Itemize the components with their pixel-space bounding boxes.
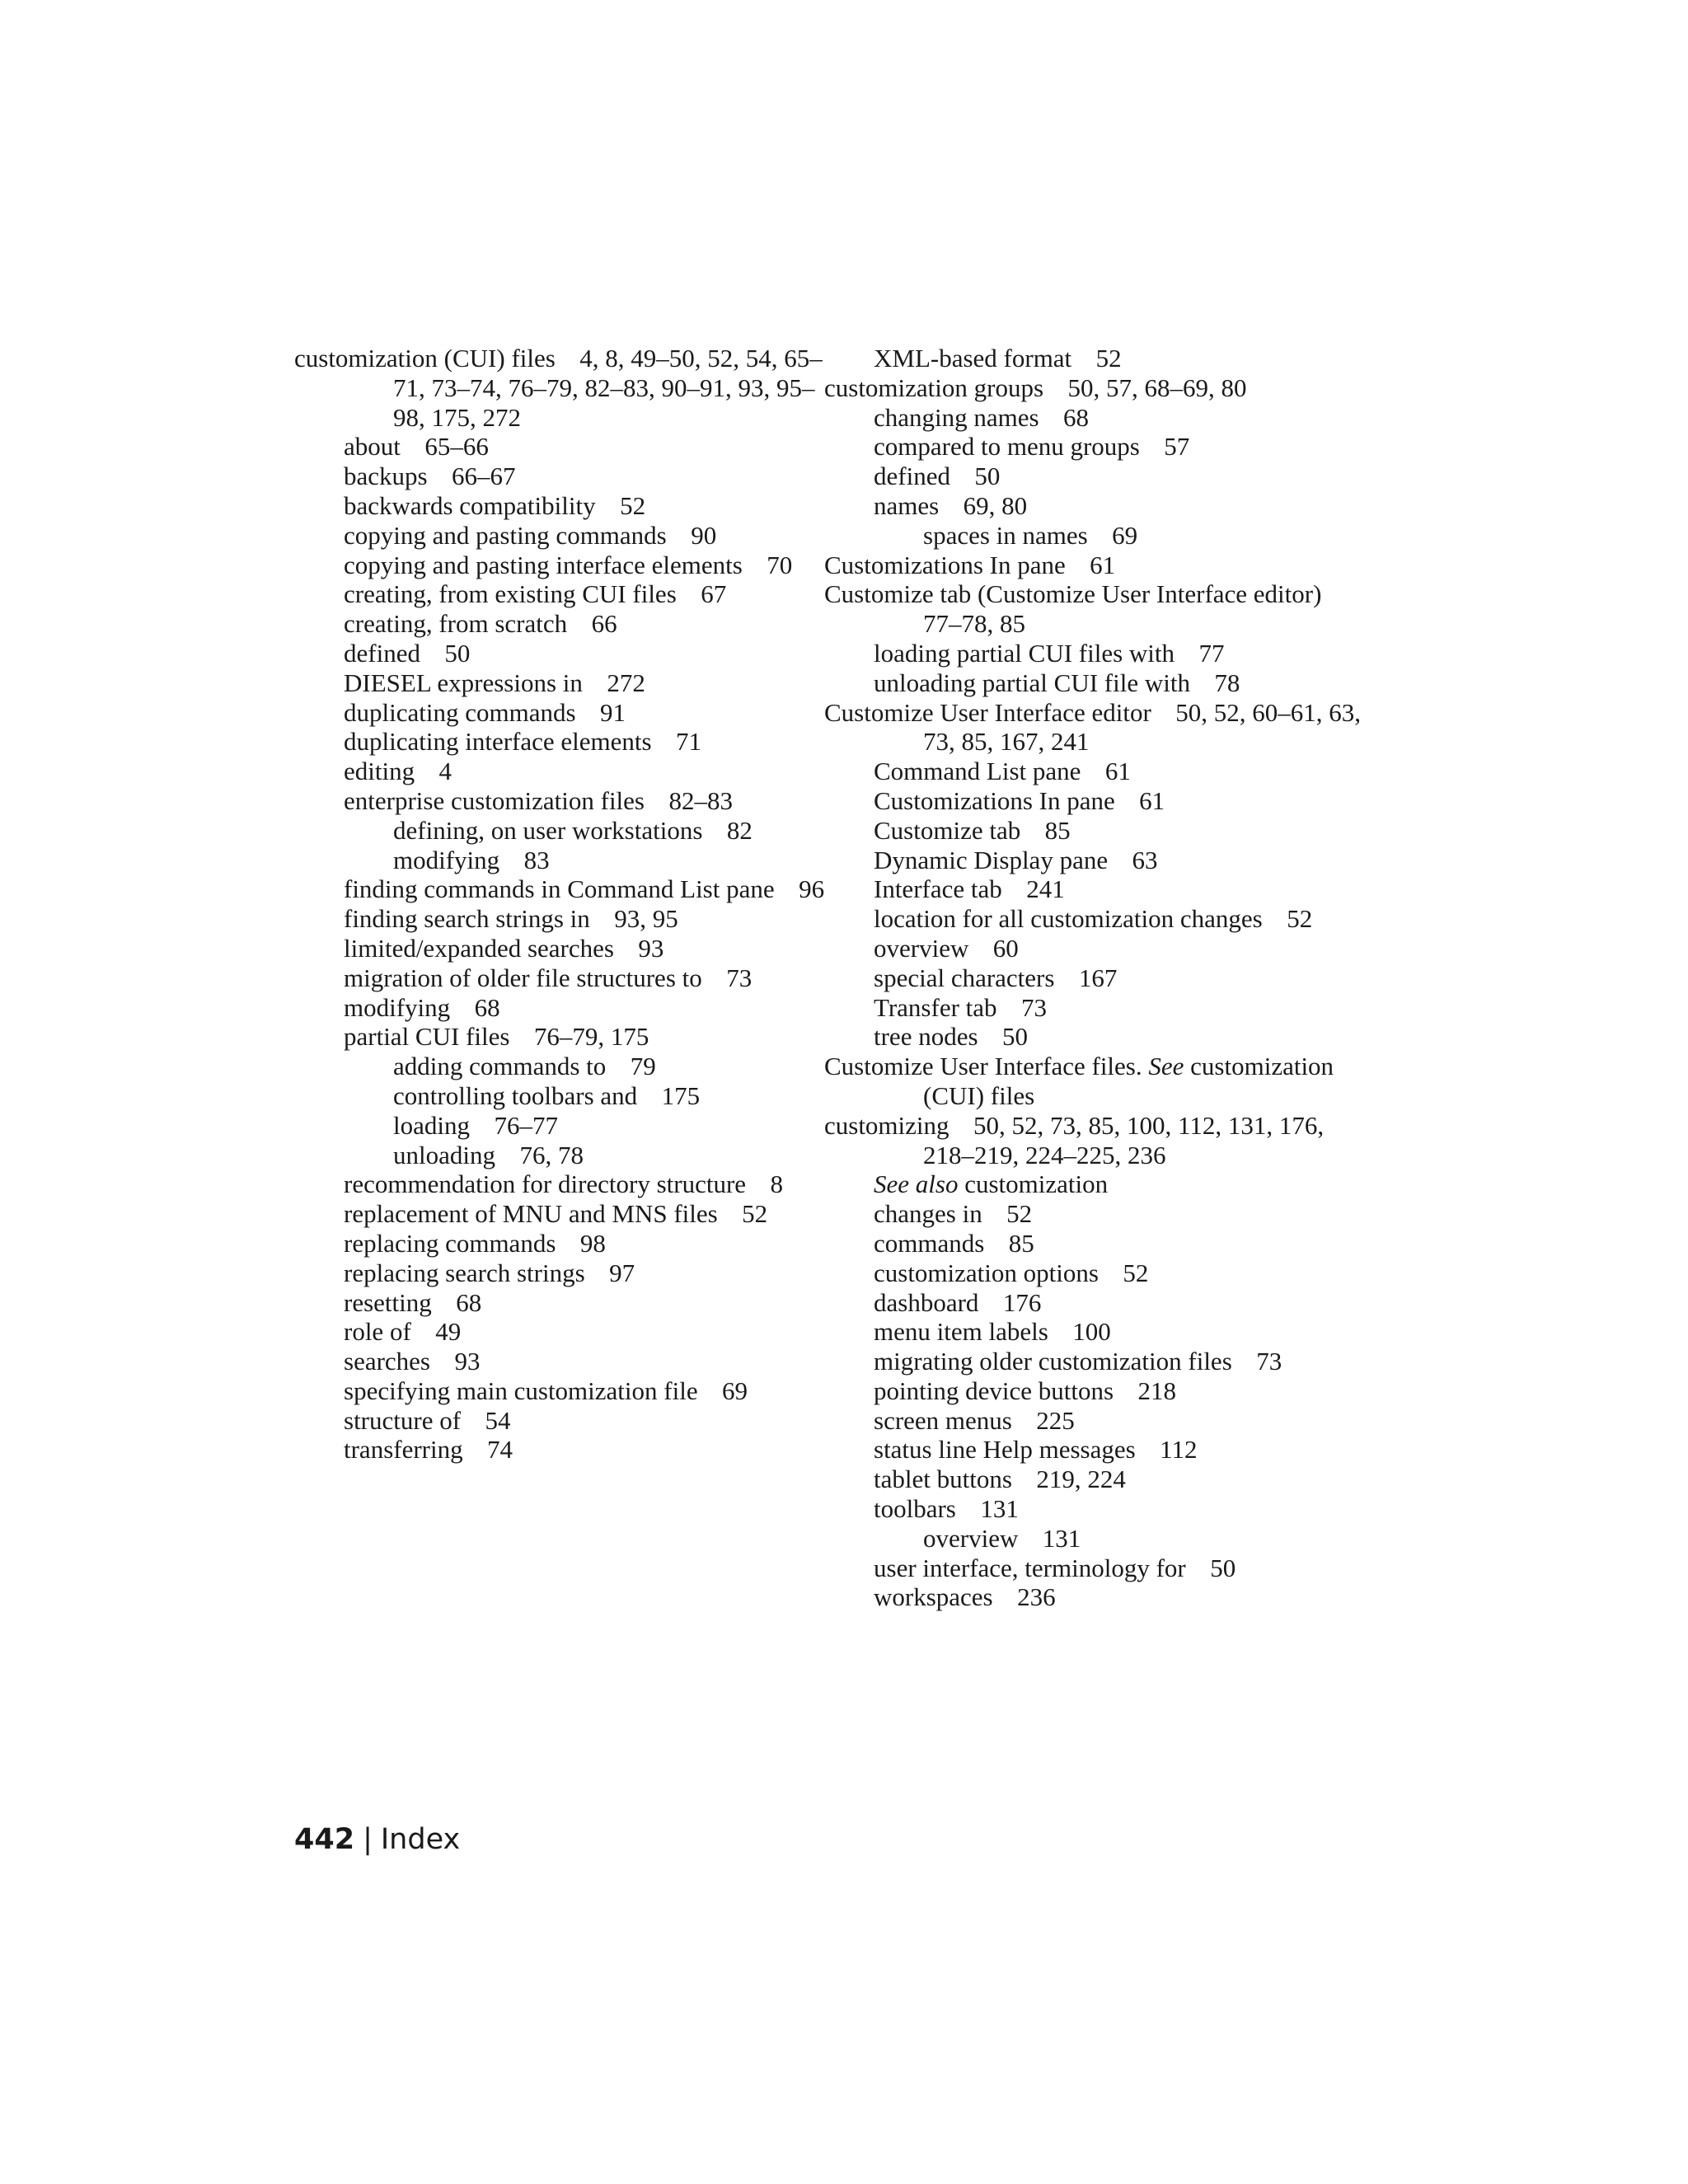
index-term: replacing commands (344, 1228, 556, 1258)
index-term: migrating older customization files (874, 1347, 1232, 1376)
page-references: 71 (676, 727, 701, 757)
index-term: DIESEL expressions in (344, 668, 583, 697)
see-also-label: See also (874, 1169, 959, 1199)
index-column-left (294, 344, 838, 1465)
page-references: 49 (435, 1317, 462, 1347)
page-references: 85 (1008, 1228, 1034, 1258)
page-references: 54 (485, 1405, 511, 1435)
page-references: 218 (1137, 1376, 1176, 1405)
index-entry (824, 579, 1368, 639)
index-entry (294, 491, 838, 521)
page-references: 77 (1198, 638, 1225, 668)
index-term: dashboard (874, 1287, 979, 1317)
index-term: Customize tab (874, 815, 1021, 845)
page-references: 131 (980, 1494, 1019, 1524)
index-entry (824, 1406, 1368, 1436)
page-references: 76, 78 (519, 1140, 584, 1169)
index-entry (294, 1258, 838, 1288)
index-entry (824, 373, 1368, 403)
index-term: user interface, terminology for (874, 1553, 1186, 1582)
index-term: copying and pasting commands (344, 520, 667, 550)
index-entry (294, 1141, 838, 1170)
index-entry (824, 786, 1368, 816)
index-entry (824, 1229, 1368, 1258)
index-term: Command List pane (874, 757, 1081, 786)
page-footer (294, 1823, 460, 1856)
index-column-right (824, 344, 1368, 1612)
index-term: Customize tab (Customize User Interface editor) (824, 579, 1322, 609)
index-entry (824, 1288, 1368, 1318)
index-entry (824, 1347, 1368, 1376)
page-references: 61 (1104, 757, 1131, 786)
page-references: 93 (638, 933, 664, 963)
index-term: commands (874, 1228, 985, 1258)
index-entry (294, 462, 838, 491)
page-references: 50 (444, 638, 471, 668)
index-term: loading partial CUI files with (874, 638, 1175, 668)
page-references: 52 (1095, 344, 1122, 373)
page-references: 52 (742, 1199, 768, 1229)
page-references: 50 (1210, 1553, 1236, 1582)
page-references: 68 (474, 992, 500, 1022)
index-term: menu item labels (874, 1317, 1048, 1347)
page-references: 78 (1214, 668, 1240, 697)
page-references: 98 (579, 1228, 606, 1258)
index-entry (294, 344, 838, 432)
index-term: structure of (344, 1405, 462, 1435)
page-references: 69 (722, 1376, 748, 1405)
page-references: 236 (1017, 1582, 1056, 1612)
index-term: screen menus (874, 1405, 1012, 1435)
index-term: location for all customization changes (874, 904, 1263, 934)
index-term: duplicating commands (344, 697, 576, 727)
index-entry (824, 639, 1368, 668)
section-title: Index (380, 1823, 461, 1856)
page-references: 63 (1132, 845, 1158, 874)
index-entry (824, 816, 1368, 846)
index-term: finding search strings in (344, 904, 590, 934)
index-term: resetting (344, 1287, 432, 1317)
index-entry (294, 934, 838, 963)
page-references: 82 (726, 815, 753, 845)
index-term: role of (344, 1317, 411, 1347)
index-entry (294, 1111, 838, 1141)
page-references: 74 (487, 1435, 513, 1465)
index-entry (294, 963, 838, 993)
index-term: customization groups (824, 373, 1044, 402)
index-term: searches (344, 1347, 430, 1376)
page-references: 73 (1256, 1347, 1282, 1376)
index-entry (824, 1524, 1368, 1554)
index-term: creating, from scratch (344, 609, 568, 639)
index-entry (824, 1111, 1368, 1170)
page-references: 100 (1072, 1317, 1111, 1347)
page-references: 50, 52, 60–61, 63, 73, 85, 167, 241 (923, 697, 1361, 757)
index-entry (294, 1288, 838, 1318)
index-entry (824, 1435, 1368, 1465)
page-references: 69 (1112, 520, 1138, 550)
index-entry (824, 1494, 1368, 1524)
page-references: 93, 95 (614, 904, 678, 934)
page-references: 96 (799, 874, 825, 904)
index-entry (294, 757, 838, 786)
page-references: 52 (1123, 1258, 1149, 1287)
index-term: recommendation for directory structure (344, 1169, 747, 1199)
page-references: 60 (992, 933, 1019, 963)
index-term: overview (923, 1523, 1019, 1553)
page-references: 70 (767, 550, 793, 579)
index-entry (294, 579, 838, 609)
index-entry (824, 1199, 1368, 1229)
index-entry (824, 757, 1368, 786)
page-references: 76–77 (494, 1110, 558, 1140)
page-references: 241 (1026, 874, 1065, 904)
index-entry (294, 1199, 838, 1229)
index-term: transferring (344, 1435, 463, 1465)
see-target: customization (CUI) files (923, 1052, 1334, 1110)
index-term: pointing device buttons (874, 1376, 1114, 1405)
page-references: 69, 80 (963, 490, 1028, 520)
index-entry (824, 1258, 1368, 1288)
index-term: modifying (344, 992, 451, 1022)
index-entry (824, 698, 1368, 757)
index-term: unloading partial CUI file with (874, 668, 1190, 697)
index-entry (294, 1081, 838, 1111)
index-term: adding commands to (393, 1052, 607, 1081)
index-entry (824, 993, 1368, 1023)
index-term: about (344, 432, 401, 462)
index-entry (824, 432, 1368, 462)
index-entry (824, 491, 1368, 521)
index-term: customizing (824, 1110, 950, 1140)
page-references: 61 (1139, 785, 1165, 815)
index-term: customization (964, 1169, 1109, 1199)
index-entry (294, 1229, 838, 1258)
page-references: 131 (1042, 1523, 1081, 1553)
index-term: controlling toolbars and (393, 1080, 638, 1110)
index-term: toolbars (874, 1494, 956, 1524)
index-term: partial CUI files (344, 1022, 510, 1052)
index-term: customization (CUI) files (294, 344, 556, 373)
page-number: 442 (294, 1823, 355, 1856)
index-term: Customize User Interface editor (824, 697, 1151, 727)
page-references: 8 (770, 1169, 783, 1199)
index-term: finding commands in Command List pane (344, 874, 775, 904)
index-term: overview (874, 933, 969, 963)
index-entry (824, 963, 1368, 993)
page-references: 50, 57, 68–69, 80 (1067, 373, 1247, 402)
index-entry (294, 993, 838, 1023)
index-entry (294, 874, 838, 904)
page-references: 272 (607, 668, 645, 697)
index-entry (824, 1376, 1368, 1406)
index-entry (824, 551, 1368, 580)
page-references: 112 (1160, 1435, 1198, 1465)
index-term: loading (393, 1110, 470, 1140)
page-references: 76–79, 175 (533, 1022, 649, 1052)
index-entry (294, 727, 838, 757)
index-entry (294, 1406, 838, 1436)
index-entry (824, 874, 1368, 904)
index-term: Transfer tab (874, 992, 997, 1022)
page-references: 97 (609, 1258, 635, 1287)
index-entry (294, 786, 838, 816)
index-term: XML-based format (874, 344, 1072, 373)
index-entry (294, 846, 838, 875)
index-term: defined (874, 462, 950, 491)
page-references: 175 (661, 1080, 701, 1110)
index-entry (824, 1052, 1368, 1111)
page-references: 52 (1287, 904, 1313, 934)
page-references: 90 (691, 520, 717, 550)
index-term: compared to menu groups (874, 432, 1140, 462)
index-term: editing (344, 757, 415, 786)
index-entry (294, 521, 838, 551)
index-term: customization options (874, 1258, 1099, 1287)
index-entry (824, 1169, 1368, 1199)
index-term: copying and pasting interface elements (344, 550, 743, 579)
index-entry (294, 1169, 838, 1199)
index-term: unloading (393, 1140, 495, 1169)
index-entry (294, 1022, 838, 1052)
page-references: 67 (701, 579, 727, 609)
index-term: changing names (874, 402, 1039, 432)
page-references: 50 (1001, 1022, 1028, 1052)
index-entry (824, 904, 1368, 934)
index-term: special characters (874, 963, 1055, 992)
index-term: specifying main customization file (344, 1376, 698, 1405)
footer-separator: | (363, 1823, 373, 1856)
index-entry (824, 344, 1368, 373)
index-entry (294, 1317, 838, 1347)
index-term: Interface tab (874, 874, 1002, 904)
index-term: duplicating interface elements (344, 727, 652, 757)
index-entry (824, 403, 1368, 433)
index-term: replacement of MNU and MNS files (344, 1199, 718, 1229)
page-references: 61 (1090, 550, 1116, 579)
index-term: Customizations In pane (874, 785, 1115, 815)
index-entry (294, 609, 838, 639)
index-entry (294, 432, 838, 462)
index-entry (824, 846, 1368, 875)
index-entry (824, 1554, 1368, 1583)
index-term: migration of older file structures to (344, 963, 702, 992)
page-references: 176 (1002, 1287, 1042, 1317)
index-term: spaces in names (923, 520, 1088, 550)
page-references: 68 (456, 1287, 482, 1317)
page-references: 73 (726, 963, 753, 992)
page-references: 93 (454, 1347, 481, 1376)
page-references: 83 (523, 845, 550, 874)
page-references: 225 (1036, 1405, 1075, 1435)
index-entry (294, 1376, 838, 1406)
index-term: tree nodes (874, 1022, 978, 1052)
page-references: 85 (1044, 815, 1071, 845)
index-entry (294, 639, 838, 668)
index-entry (294, 1435, 838, 1465)
index-term: workspaces (874, 1582, 993, 1612)
index-entry (294, 668, 838, 698)
index-entry (824, 934, 1368, 963)
index-term: defined (344, 638, 420, 668)
index-entry (294, 904, 838, 934)
index-term: Customize User Interface files. (824, 1052, 1142, 1081)
index-term: replacing search strings (344, 1258, 585, 1287)
index-term: Customizations In pane (824, 550, 1066, 579)
page-references: 50, 52, 73, 85, 100, 112, 131, 176, 218–219, 224–225, 236 (923, 1110, 1325, 1169)
index-term: backwards compatibility (344, 490, 596, 520)
page-references: 65–66 (424, 432, 489, 462)
index-entry (294, 816, 838, 846)
page-references: 68 (1063, 402, 1090, 432)
index-term: defining, on user workstations (393, 815, 703, 845)
page-references: 66–67 (452, 462, 516, 491)
index-entry (824, 462, 1368, 491)
index-entry (294, 551, 838, 580)
page-references: 79 (630, 1052, 656, 1081)
index-term: enterprise customization files (344, 785, 645, 815)
index-entry (294, 698, 838, 728)
page-references: 73 (1020, 992, 1047, 1022)
page-references: 50 (974, 462, 1001, 491)
index-term: changes in (874, 1199, 982, 1229)
page-references: 91 (599, 697, 626, 727)
see-label: See (1148, 1052, 1184, 1081)
index-term: backups (344, 462, 428, 491)
page-references: 52 (620, 490, 646, 520)
index-entry (824, 1465, 1368, 1494)
index-entry (824, 1582, 1368, 1612)
page-references: 82–83 (668, 785, 733, 815)
page-references: 66 (591, 609, 617, 639)
index-term: Dynamic Display pane (874, 845, 1109, 874)
index-term: modifying (393, 845, 500, 874)
page-references: 77–78, 85 (923, 609, 1025, 639)
index-term: names (874, 490, 940, 520)
index-entry (824, 668, 1368, 698)
index-entry (824, 1317, 1368, 1347)
index-entry (824, 521, 1368, 551)
index-term: limited/expanded searches (344, 933, 614, 963)
index-entry (824, 1022, 1368, 1052)
index-term: tablet buttons (874, 1465, 1012, 1494)
page-references: 4, 8, 49–50, 52, 54, 65–71, 73–74, 76–79, 82–83, 90–91, 93, 95–98, 175, 272 (393, 344, 823, 432)
index-term: creating, from existing CUI files (344, 579, 677, 609)
page-references: 57 (1164, 432, 1190, 462)
index-entry (294, 1052, 838, 1081)
page-references: 219, 224 (1036, 1465, 1126, 1494)
page-references: 167 (1078, 963, 1118, 992)
index-entry (294, 1347, 838, 1376)
page-references: 52 (1006, 1199, 1033, 1229)
page-references: 4 (438, 757, 452, 786)
index-term: status line Help messages (874, 1435, 1136, 1465)
